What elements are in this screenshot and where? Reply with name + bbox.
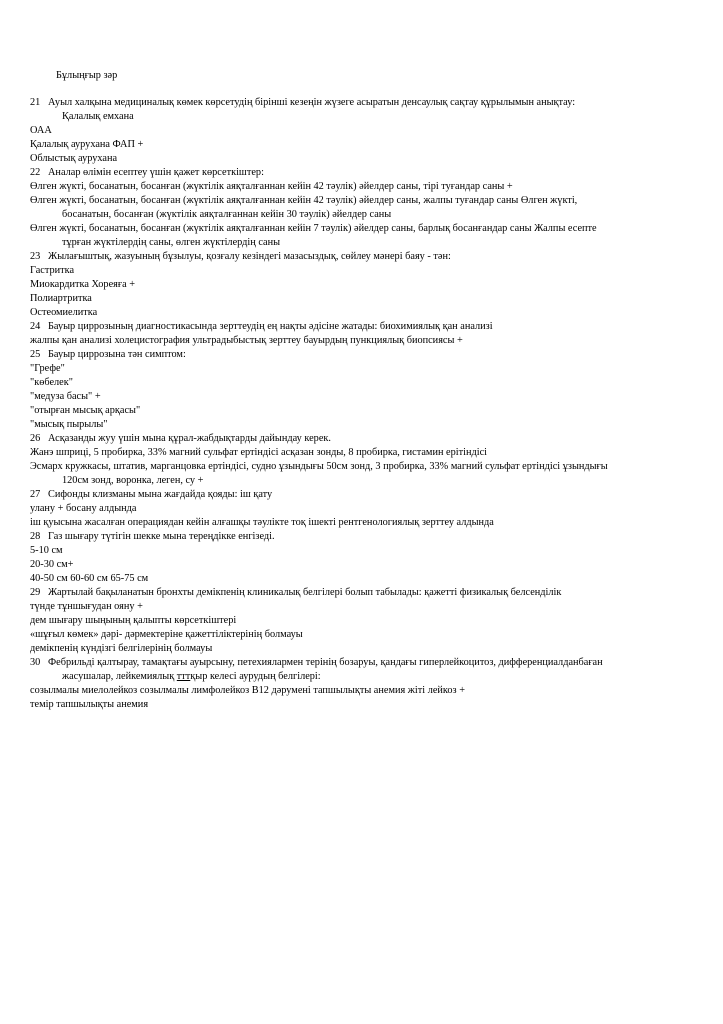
- question-text: Жылағыштық, жазуының бұзылуы, қозғалу кезіндегі мазасыздық, сөйлеу мәнері баяу - тән:: [48, 251, 451, 262]
- answer-option: «шұғыл көмек» дәрі- дәрмектеріне қажеттіліктерінің болмауы: [30, 629, 303, 640]
- answer-option: 20-30 см+: [30, 559, 74, 570]
- question-28: [30, 530, 275, 543]
- question-24: [30, 320, 493, 333]
- answer-option: Өлген жүкті, босанатын, босанған (жүктілік аяқталғаннан кейін 42 тәулік) әйелдер саны, тірі туғандар саны +: [30, 181, 513, 192]
- answer-option: Өлген жүкті, босанатын, босанған (жүктілік аяқталғаннан кейін 7 тәулік) әйелдер саны, барлық босанғандар саны Жалпы есепте: [30, 223, 597, 234]
- answer-option: созылмалы миелолейкоз созылмалы лимфолейкоз В12 дәрумені тапшылықты анемия жіті лейкоз +: [30, 685, 466, 696]
- answer-option-continued: 120см зонд, воронка, леген, су +: [62, 475, 204, 486]
- question-number: 30: [30, 657, 41, 668]
- answer-option: Облыстық аурухана: [30, 153, 118, 164]
- answer-option: ОАА: [30, 125, 52, 136]
- question-text: Сифонды клизманы мына жағдайда қояды: іш қату: [48, 489, 273, 500]
- question-text-part: жасушалар, лейкемиялық: [62, 671, 177, 682]
- question-text: Аналар өлімін есептеу үшін қажет көрсеткіштер:: [48, 167, 264, 178]
- question-text-continued: [62, 670, 321, 683]
- answer-option: "отырған мысық арқасы": [30, 405, 141, 416]
- answer-option: іш қуысына жасалған операциядан кейін алғашқы тәулікте тоқ ішекті рентгенологиялық зерттеу алдында: [30, 517, 494, 528]
- answer-option: Миокардитка Хореяға +: [30, 279, 136, 290]
- answer-option: түнде тұншығудан ояну +: [30, 601, 143, 612]
- answer-option: "көбелек": [30, 377, 73, 388]
- answer-option: 40-50 см 60-60 см 65-75 см: [30, 573, 149, 584]
- question-25: [30, 348, 186, 361]
- answer-option: Полиартритка: [30, 293, 92, 304]
- answer-option: "медуза басы" +: [30, 391, 101, 402]
- question-number: 29: [30, 587, 41, 598]
- answer-option: жалпы қан анализі холецистография ультрадыбыстық зерттеу бауырдың пункциялық биопсиясы +: [30, 335, 463, 346]
- question-22: [30, 166, 264, 179]
- question-30: [30, 656, 603, 669]
- answer-option: улану + босану алдында: [30, 503, 137, 514]
- question-text: Бауыр циррозының диагностикасында зерттеудің ең нақты әдісіне жатады: биохимиялық қан анализі: [48, 321, 493, 332]
- question-text: Ауыл халқына медициналық көмек көрсетудің бірінші кезеңін жүзеге асыратын денсаулық сақтау құрылымын анықтау:: [48, 97, 576, 108]
- answer-option: Өлген жүкті, босанатын, босанған (жүктілік аяқталғаннан кейін 42 тәулік) әйелдер саны, жалпы туғандар саны Өлген жүкті,: [30, 195, 578, 206]
- question-number: 21: [30, 97, 41, 108]
- answer-option: демікпенің күндізгі белгілерінің болмауы: [30, 643, 213, 654]
- answer-option: дем шығару шыңының қалыпты көрсеткіштері: [30, 615, 237, 626]
- answer-option: Қалалық аурухана ФАП +: [30, 139, 144, 150]
- question-26: [30, 432, 331, 445]
- question-29: [30, 586, 561, 599]
- question-23: [30, 250, 451, 263]
- answer-option: Жанэ шприці, 5 пробирка, 33% магний сульфат ертіндісі асқазан зонды, 8 пробирка, гистамин ерітіндісі: [30, 447, 488, 458]
- answer-option: Остеомиелитка: [30, 307, 98, 318]
- answer-option: темір тапшылықты анемия: [30, 699, 149, 710]
- answer-option: "Грефе": [30, 363, 65, 374]
- answer-option: Гастритка: [30, 265, 75, 276]
- question-text-part: қыр келесі аурудың белгілері:: [190, 671, 321, 682]
- question-number: 23: [30, 251, 41, 262]
- page-title: Бұлыңғыр зәр: [56, 70, 118, 81]
- question-21: [30, 96, 575, 109]
- question-text: Газ шығару түтігін шекке мына тереңдікке енгізеді.: [48, 531, 275, 542]
- question-number: 22: [30, 167, 41, 178]
- underlined-text: ттт: [176, 671, 191, 682]
- question-text: Асқазанды жуу үшін мына құрал-жабдықтарды дайындау керек.: [48, 433, 331, 444]
- answer-option: Қалалық емхана: [62, 111, 134, 122]
- answer-option-continued: тұрған жүктілердің саны, өлген жүктілердің саны: [62, 237, 281, 248]
- answer-option: Эсмарх кружкасы, штатив, марганцовка ертіндісі, судно ұзындығы 50см зонд, 3 пробирка, 33% магний сульфат ертіндісі ұзындығы: [30, 461, 608, 472]
- answer-option: 5-10 см: [30, 545, 63, 556]
- question-text: Фебрильді қалтырау, тамақтағы ауырсыну, петехиялармен терінің бозаруы, қандағы гиперлейкоцитоз, дифференциалданбаған: [48, 657, 603, 668]
- question-number: 25: [30, 349, 41, 360]
- question-text: Бауыр циррозына тән симптом:: [48, 349, 186, 360]
- question-number: 27: [30, 489, 41, 500]
- answer-option: "мысық пырылы": [30, 419, 108, 430]
- question-27: [30, 488, 272, 501]
- question-number: 26: [30, 433, 41, 444]
- question-text: Жартылай бақыланатын бронхты демікпенің клиникалық белгілері болып табылады: қажетті физикалық белсенділік: [48, 587, 562, 598]
- question-number: 28: [30, 531, 41, 542]
- question-number: 24: [30, 321, 41, 332]
- answer-option-continued: босанатын, босанған (жүктілік аяқталғаннан кейін 30 тәулік) әйелдер саны: [62, 209, 392, 220]
